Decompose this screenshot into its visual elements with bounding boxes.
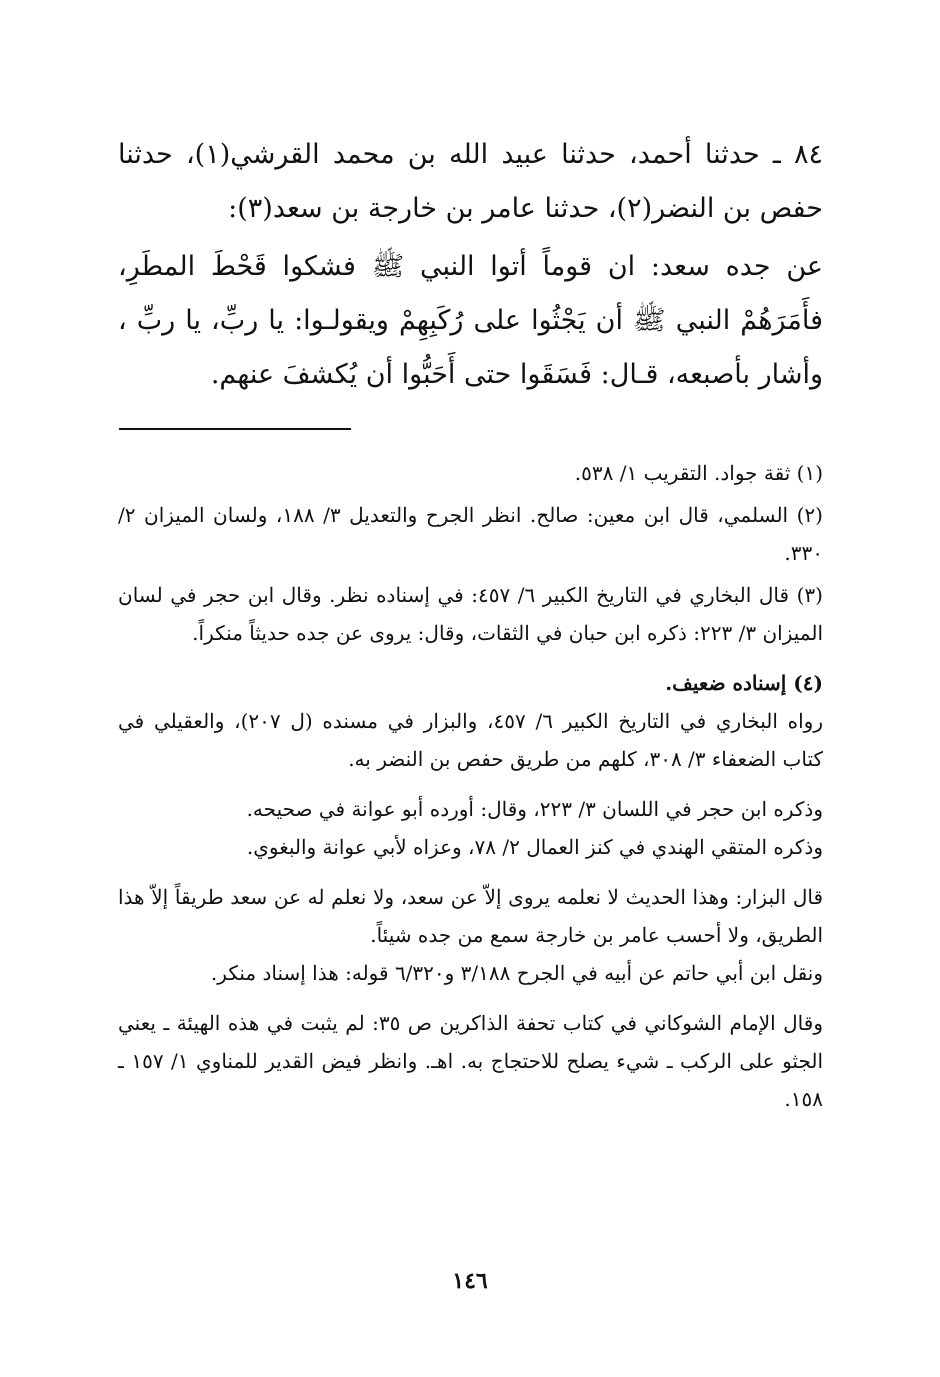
footnote-4-muttaqi: وذكره المتقي الهندي في كنز العمال ٢/ ٧٨، وعزاه لأبي عوانة والبغوي. <box>246 835 823 859</box>
footnote-4-bazzar: قال البزار: وهذا الحديث لا نعلمه يروى إلاّ عن سعد، ولا نعلم له عن سعد طريقاً إلاّ هذا الطريق، ولا أحسب عامر بن خارجة سمع من جده شيئاً. <box>118 885 823 947</box>
footnotes <box>118 454 823 1118</box>
footnote-4-ibn-abi-hatim: ونقل ابن أبي حاتم عن أبيه في الجرح ٣/١٨٨ و٦/٣٢٠ قوله: هذا إسناد منكر. <box>210 961 823 985</box>
footnote-4-ibn-hajar: وذكره ابن حجر في اللسان ٣/ ٢٢٣، وقال: أورده أبو عوانة في صحيحه. <box>246 797 823 821</box>
isnad-paragraph: ٨٤ ـ حدثنا أحمد، حدثنا عبيد الله بن محمد القرشي(١)، حدثنا حفص بن النضر(٢)، حدثنا عامر بن خارجة بن سعد(٣): <box>118 139 823 224</box>
footnote-4-shawkani: وقال الإمام الشوكاني في كتاب تحفة الذاكرين ص ٣٥: لم يثبت في هذه الهيئة ـ يعني الجثو على الركب ـ شيء يصلح للاحتجاج به. اهـ. وانظر فيض القدير للمناوي ١/ ١٥٧ ـ ١٥٨. <box>118 1011 823 1111</box>
footnote-2: (٢) السلمي، قال ابن معين: صالح. انظر الجرح والتعديل ٣/ ١٨٨، ولسان الميزان ٢/ ٣٣٠. <box>118 503 823 565</box>
page-content <box>118 128 823 1118</box>
footnote-1: (١) ثقة جواد. التقريب ١/ ٥٣٨. <box>574 461 823 485</box>
page-number: ١٤٦ <box>452 1268 488 1294</box>
hadith-text <box>118 128 823 402</box>
footnote-separator <box>119 428 351 430</box>
footnote-3: (٣) قال البخاري في التاريخ الكبير ٦/ ٤٥٧: في إسناده نظر. وقال ابن حجر في لسان الميزان ٣/ ٢٢٣: ذكره ابن حبان في الثقات، وقال: يروى عن جده حديثاً منكراً. <box>118 583 823 645</box>
footnote-4-sources: رواه البخاري في التاريخ الكبير ٦/ ٤٥٧، والبزار في مسنده (ل ٢٠٧)، والعقيلي في كتاب الضعفاء ٣/ ٣٠٨، كلهم من طريق حفص بن النضر به. <box>118 709 823 771</box>
matn-paragraph: عن جده سعد: ان قوماً أتوا النبي ﷺ فشكوا قَحْطَ المطَرِ، فأَمَرَهُمْ النبي ﷺ أن يَجْثُوا على رُكَبِهِمْ ويقولـوا: يا ربِّ، يا ربِّ ، وأشار بأصبعه، قـال: فَسَقَوا حتى أَحَبُّوا أن يُكشفَ عنهم. <box>118 251 823 390</box>
footnote-4-heading: (٤) إسناده ضعيف. <box>665 671 823 695</box>
